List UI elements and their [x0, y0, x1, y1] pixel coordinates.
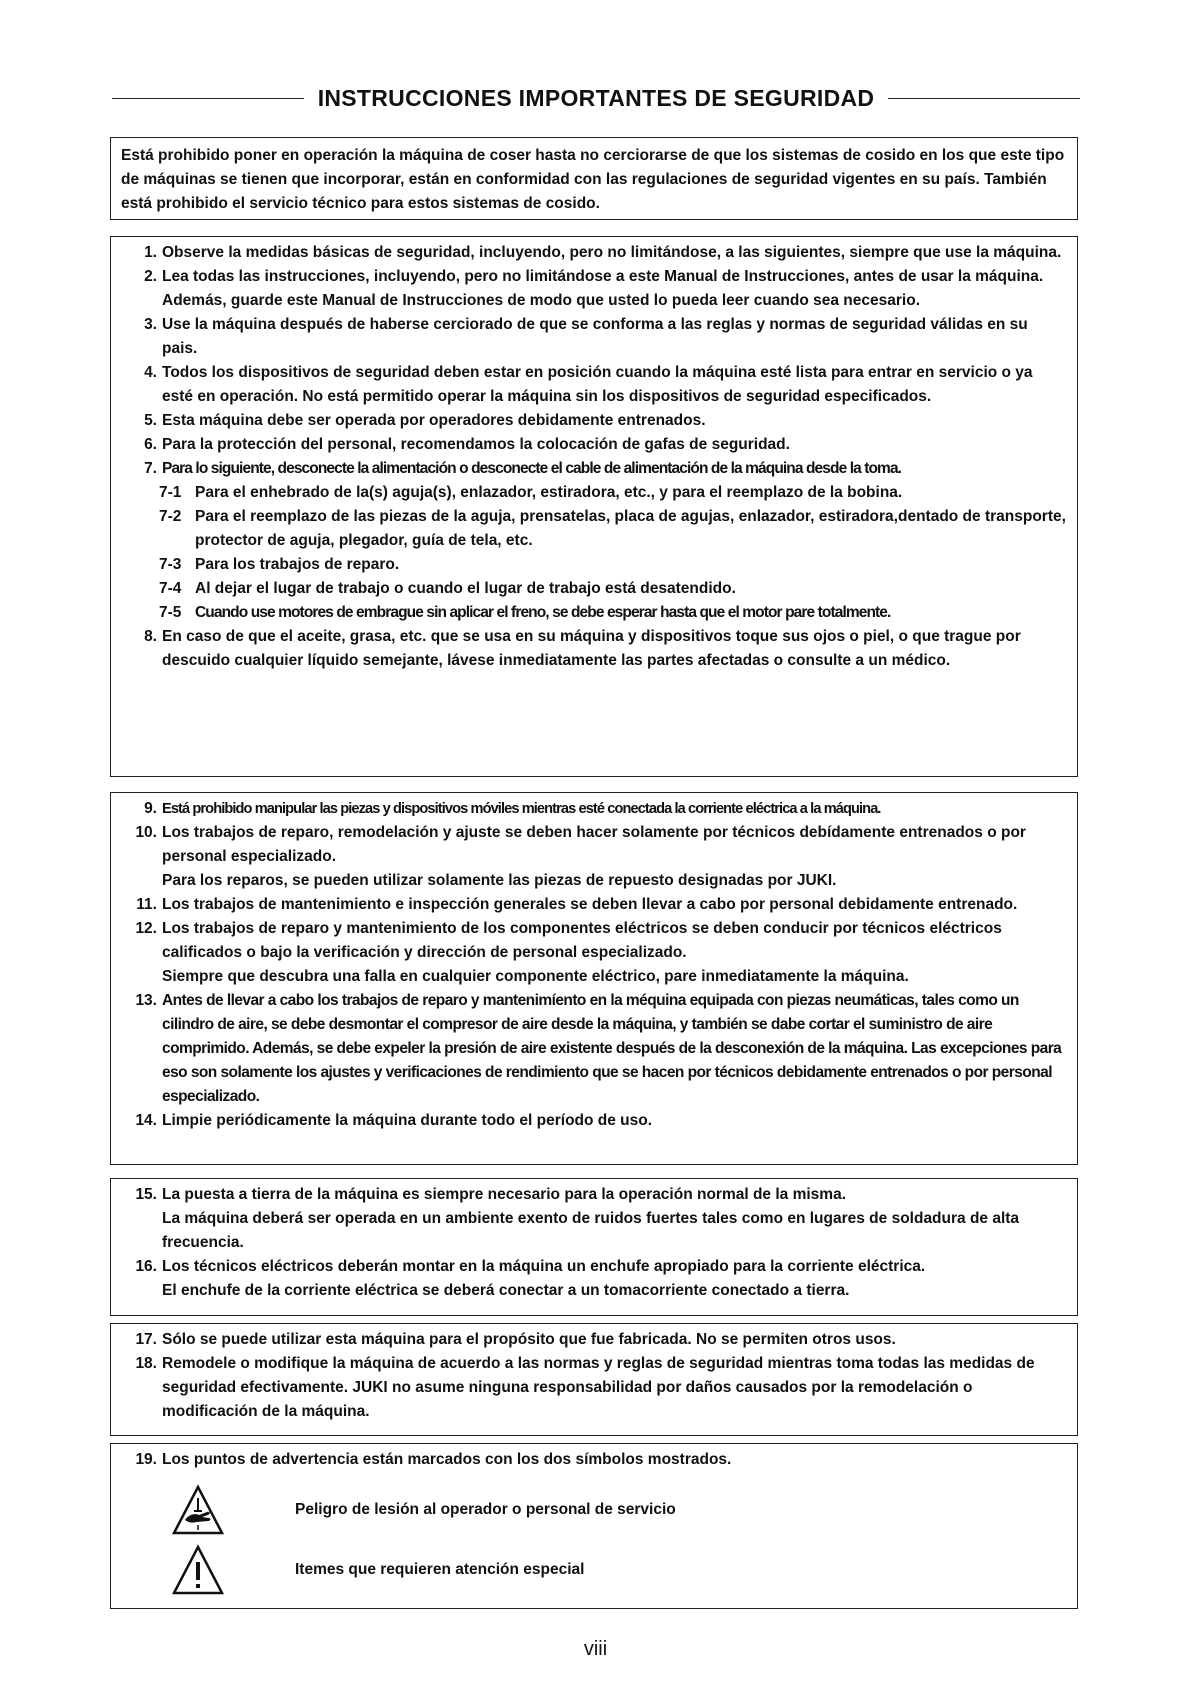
- item-extra-text: Siempre que descubra una falla en cualquier componente eléctrico, pare inmediatamente la máquina.: [162, 968, 909, 985]
- title-row: [112, 84, 1080, 112]
- safety-box-1: [110, 236, 1078, 777]
- sub-item-number: 7-5: [159, 604, 182, 621]
- item-number: 11.: [136, 896, 157, 913]
- list-item: [121, 1352, 1067, 1424]
- sub-item: [121, 505, 1067, 553]
- title-rule-left: [112, 98, 304, 99]
- item-number: 18.: [135, 1355, 157, 1372]
- page-title: INSTRUCCIONES IMPORTANTES DE SEGURIDAD: [317, 84, 875, 111]
- sub-item: [121, 481, 1067, 505]
- sub-item-number: 7-2: [159, 508, 182, 525]
- item-number: 3.: [144, 316, 157, 333]
- list-item: [121, 1183, 1067, 1255]
- item-text: Todos los dispositivos de seguridad deben estar en posición cuando la máquina esté lista para entrar en servicio o ya esté en operación. No está permitido operar la máquina sin los dispositivos de seguridad especificados.: [162, 364, 1033, 405]
- item-number: 13.: [135, 992, 157, 1009]
- item-text: Lea todas las instrucciones, incluyendo, pero no limitándose a este Manual de Instrucciones, antes de usar la máquina. Además, guarde este Manual de Instrucciones de modo que usted lo pueda leer cuando sea necesario.: [162, 268, 1044, 309]
- item-text: Los técnicos eléctricos deberán montar en la máquina un enchufe apropiado para la corriente eléctrica.: [162, 1258, 926, 1275]
- sub-item: [121, 577, 1067, 601]
- sub-item: [121, 553, 1067, 577]
- sub-item-text: Para los trabajos de reparo.: [195, 556, 400, 573]
- item-text: Limpie periódicamente la máquina durante todo el período de uso.: [162, 1112, 653, 1129]
- item-number: 2.: [144, 268, 157, 285]
- sub-item-number: 7-4: [159, 580, 182, 597]
- sub-item-text: Cuando use motores de embrague sin aplicar el freno, se debe esperar hasta que el motor pare totalmente.: [195, 604, 891, 621]
- list-item: [121, 1109, 1067, 1133]
- item-text: La puesta a tierra de la máquina es siempre necesario para la operación normal de la misma.: [162, 1186, 847, 1203]
- item-text: Está prohibido manipular las piezas y dispositivos móviles mientras esté conectada la corriente eléctrica a la máquina.: [162, 801, 881, 817]
- item-text: Use la máquina después de haberse cerciorado de que se conforma a las reglas y normas de seguridad válidas en su pais.: [162, 316, 1028, 357]
- symbol-label: Peligro de lesión al operador o personal de servicio: [295, 1501, 676, 1518]
- exclamation-warning-icon: [171, 1544, 225, 1596]
- sub-item-text: Para el enhebrado de la(s) aguja(s), enlazador, estiradora, etc., y para el reemplazo de la bobina.: [195, 484, 903, 501]
- list-item: [121, 1328, 1067, 1352]
- symbol-row-attention: [171, 1544, 991, 1596]
- item-text: Sólo se puede utilizar esta máquina para el propósito que fue fabricada. No se permiten otros usos.: [162, 1331, 896, 1348]
- item-text: Los trabajos de reparo y mantenimiento de los componentes eléctricos se deben conducir por técnicos eléctricos calificados o bajo la verificación y dirección de personal especializado.: [162, 920, 1002, 961]
- item-number: 5.: [144, 412, 157, 429]
- item-number: 8.: [144, 628, 157, 645]
- item-number: 4.: [144, 364, 157, 381]
- item-text: Para lo siguiente, desconecte la alimentación o desconecte el cable de alimentación de la máquina desde la toma.: [162, 460, 902, 477]
- item-text: Los trabajos de mantenimiento e inspección generales se deben llevar a cabo por personal debidamente entrenado.: [162, 896, 1018, 913]
- list-item: [121, 265, 1067, 313]
- list-item: [121, 821, 1067, 893]
- item-number: 10.: [135, 824, 157, 841]
- list-item: [121, 433, 1067, 457]
- list-item: [121, 797, 1067, 821]
- item-text: Esta máquina debe ser operada por operadores debidamente entrenados.: [162, 412, 706, 429]
- item-extra-text: La máquina deberá ser operada en un ambiente exento de ruidos fuertes tales como en lugares de soldadura de alta frecuencia.: [162, 1210, 1020, 1251]
- list-item: [121, 457, 1067, 481]
- list-item: [121, 625, 1067, 673]
- symbol-label: Itemes que requieren atención especial: [295, 1561, 585, 1578]
- hand-injury-warning-icon: [171, 1484, 225, 1536]
- title-rule-right: [888, 98, 1080, 99]
- item-text: Los puntos de advertencia están marcados con los dos símbolos mostrados.: [162, 1451, 732, 1468]
- item-number: 6.: [144, 436, 157, 453]
- item-number: 19.: [135, 1451, 157, 1468]
- safety-list-2: [121, 797, 1067, 1133]
- item-number: 16.: [135, 1258, 157, 1275]
- safety-list-1: [121, 241, 1067, 481]
- sub-item-text: Para el reemplazo de las piezas de la aguja, prensatelas, placa de agujas, enlazador, estiradora,dentado de transporte, protector de aguja, plegador, guía de tela, etc.: [195, 508, 1066, 549]
- sub-item-text: Al dejar el lugar de trabajo o cuando el lugar de trabajo está desatendido.: [195, 580, 736, 597]
- item-number: 14.: [135, 1112, 157, 1129]
- item-text: Remodele o modifique la máquina de acuerdo a las normas y reglas de seguridad mientras toma todas las medidas de seguridad efectivamente. JUKI no asume ninguna responsabilidad por daños causados por la remodelación o modificación de la máquina.: [162, 1355, 1035, 1420]
- safety-list-3: [121, 1183, 1067, 1303]
- list-item: [121, 361, 1067, 409]
- item-number: 17.: [135, 1331, 157, 1348]
- item-number: 15.: [135, 1186, 157, 1203]
- safety-box-5: [110, 1443, 1078, 1609]
- item-text: Para la protección del personal, recomendamos la colocación de gafas de seguridad.: [162, 436, 790, 453]
- symbol-row-injury: [171, 1484, 991, 1536]
- intro-box: [110, 137, 1078, 220]
- item-extra-text: Para los reparos, se pueden utilizar solamente las piezas de repuesto designadas por JUKI.: [162, 872, 837, 889]
- item-text: En caso de que el aceite, grasa, etc. que se usa en su máquina y dispositivos toque sus ojos o piel, o que trague por descuido cualquier líquido semejante, lávese inmediatamente las partes afectadas o consulte a un médico.: [162, 628, 1021, 669]
- item-number: 12.: [135, 920, 157, 937]
- list-item: [121, 1448, 1067, 1472]
- list-item: [121, 893, 1067, 917]
- intro-text: Está prohibido poner en operación la máquina de coser hasta no cerciorarse de que los sistemas de cosido en los que este tipo de máquinas se tienen que incorporar, están en conformidad con las regulaciones de seguridad vigentes en su país. También está prohibido el servicio técnico para estos sistemas de cosido.: [121, 147, 1065, 212]
- list-item: [121, 989, 1067, 1109]
- sub-item-number: 7-1: [159, 484, 182, 501]
- item-number: 1.: [144, 244, 157, 261]
- list-item: [121, 1255, 1067, 1303]
- item-number: 9.: [144, 800, 157, 817]
- list-item: [121, 313, 1067, 361]
- safety-box-3: [110, 1178, 1078, 1316]
- safety-box-4: [110, 1323, 1078, 1436]
- item-text: Antes de llevar a cabo los trabajos de reparo y mantenimíento en la méquina equipada con piezas neumáticas, tales como un cilindro de aire, se debe desmontar el compresor de aire desde la máquina, y también se dabe cortar el suministro de aire comprimido. Además, se debe expeler la presión de aire existente después de la desconexión de la máquina. Las excepciones para eso son solamente los ajustes y verificaciones de rendimiento que se hacen por técnicos debidamente entrenados o por personal especializado.: [162, 992, 1062, 1105]
- safety-box-2: [110, 792, 1078, 1165]
- list-item: [121, 409, 1067, 433]
- item-extra-text: El enchufe de la corriente eléctrica se deberá conectar a un tomacorriente conectado a tierra.: [162, 1282, 850, 1299]
- page-number: viii: [583, 1638, 608, 1660]
- list-item: [121, 241, 1067, 265]
- safety-list-4: [121, 1328, 1067, 1424]
- sub-item: [121, 601, 1067, 625]
- list-item: [121, 917, 1067, 989]
- item-text: Los trabajos de reparo, remodelación y ajuste se deben hacer solamente por técnicos debídamente entrenados o por personal especializado.: [162, 824, 1026, 865]
- item-text: Observe la medidas básicas de seguridad, incluyendo, pero no limitándose, a las siguientes, siempre que use la máquina.: [162, 244, 1062, 261]
- item-number: 7.: [144, 460, 157, 477]
- sub-item-number: 7-3: [159, 556, 182, 573]
